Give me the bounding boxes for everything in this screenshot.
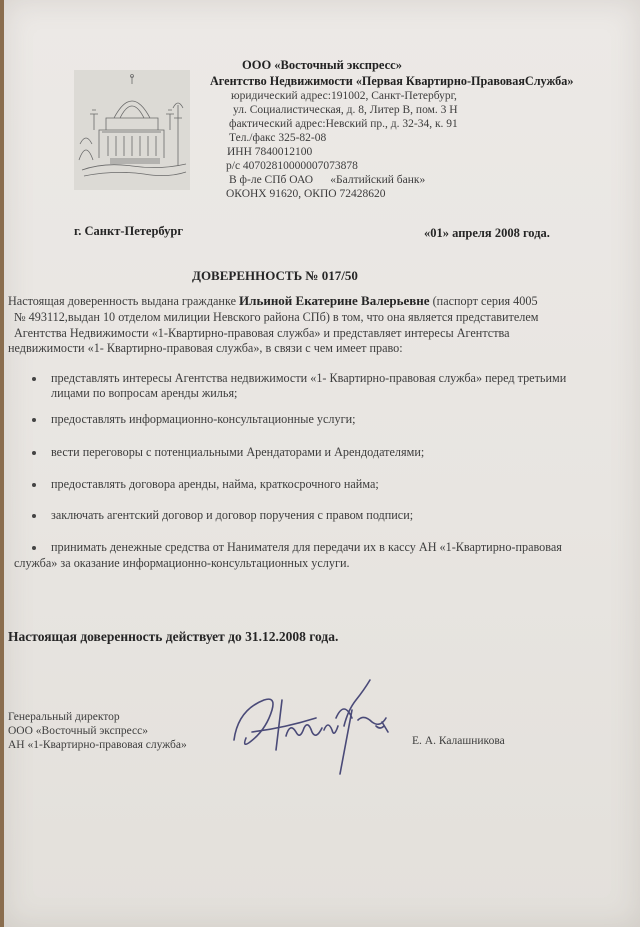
bullet-icon (32, 418, 36, 422)
power-item: представлять интересы Агентства недвижимости «1- Квартирно-правовая служба» перед третьими (51, 371, 567, 385)
power-item: лицами по вопросам аренды жилья; (51, 386, 238, 400)
signatory-company: ООО «Восточный экспресс» (8, 725, 148, 737)
power-item: вести переговоры с потенциальными Арендаторами и Арендодателями; (51, 445, 425, 459)
power-item: предоставлять договора аренды, найма, краткосрочного найма; (51, 477, 379, 491)
document-page (4, 0, 640, 927)
header-line: ИНН 7840012100 (227, 146, 313, 158)
document-title: ДОВЕРЕННОСТЬ № 017/50 (192, 268, 358, 283)
intro-text: (паспорт серия 4005 (429, 294, 538, 308)
cathedral-logo (74, 70, 190, 190)
header-line: р/с 40702810000007073878 (226, 160, 358, 172)
intro-text: Настоящая доверенность выдана гражданке (8, 294, 240, 308)
header-line: ул. Социалистическая, д. 8, Литер В, пом. 3 Н (233, 104, 458, 116)
company-name: ООО «Восточный экспресс» (242, 58, 402, 72)
intro-line (8, 293, 538, 309)
power-item: принимать денежные средства от Нанимателя для передачи их в кассу АН «1-Квартирно-правовая (51, 540, 562, 554)
header-line: ОКОНХ 91620, ОКПО 72428620 (226, 188, 386, 200)
bullet-icon (32, 377, 36, 381)
signatory-agency: АН «1-Квартирно-правовая служба» (8, 739, 187, 751)
bullet-icon (32, 546, 36, 550)
signatory-name: Е. А. Калашникова (412, 735, 505, 747)
power-item: заключать агентский договор и договор поручения с правом подписи; (51, 508, 414, 522)
power-item: предоставлять информационно-консультационные услуги; (51, 412, 356, 426)
signatory-position: Генеральный директор (8, 711, 120, 723)
header-line: Тел./факс 325-82-08 (229, 132, 327, 144)
power-item: служба» за оказание информационно-консультационных услуги. (14, 556, 350, 570)
document-date: «01» апреля 2008 года. (424, 226, 550, 240)
bullet-icon (32, 514, 36, 518)
header-line: фактический адрес:Невский пр., д. 32-34, к. 91 (229, 118, 458, 130)
agency-name: Агентство Недвижимости «Первая Квартирно-ПравоваяСлужба» (210, 74, 574, 88)
grantee-name: Ильиной Екатерине Валерьевне (239, 293, 430, 308)
handwritten-signature (224, 670, 404, 780)
intro-line: Агентства Недвижимости «1-Квартирно-правовая служба» и представляет интересы Агентства (14, 326, 510, 340)
intro-line: № 493112,выдан 10 отделом милиции Невского района СПб) в том, что она является представителем (14, 310, 539, 324)
validity-statement: Настоящая доверенность действует до 31.12.2008 года. (8, 629, 339, 644)
intro-line: недвижимости «1- Квартирно-правовая служба», в связи с чем имеет право: (8, 341, 403, 355)
bullet-icon (32, 451, 36, 455)
header-line: юридический адрес:191002, Санкт-Петербург, (231, 90, 457, 102)
bullet-icon (32, 483, 36, 487)
city: г. Санкт-Петербург (74, 224, 184, 238)
header-line: В ф-ле СПб ОАО «Балтийский банк» (229, 174, 426, 186)
